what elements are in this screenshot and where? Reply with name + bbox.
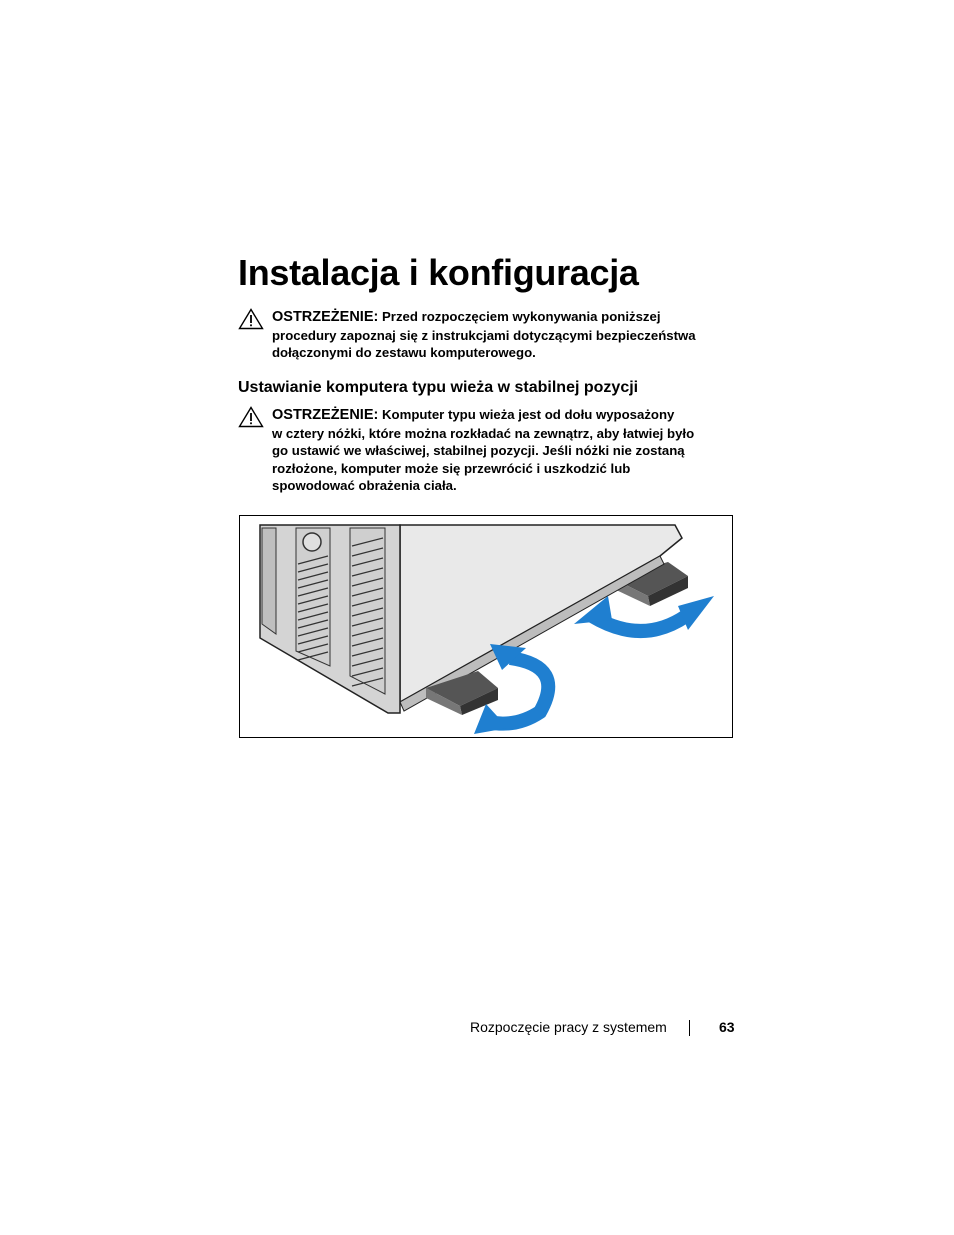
footer-section-title: Rozpoczęcie pracy z systemem xyxy=(470,1019,667,1035)
warning-label: OSTRZEŻENIE: xyxy=(272,407,379,423)
warning-line: spowodować obrażenia ciała. xyxy=(272,478,457,493)
warning-line: go ustawić we właściwej, stabilnej pozycji. Jeśli nóżki nie zostaną xyxy=(272,443,685,458)
warning-label: OSTRZEŻENIE: xyxy=(272,309,379,325)
warning-line: dołączonymi do zestawu komputerowego. xyxy=(272,345,536,360)
warning-text xyxy=(272,308,738,362)
warning-line: rozłożone, komputer może się przewrócić i uszkodzić lub xyxy=(272,460,631,476)
warning-triangle-icon xyxy=(238,406,264,428)
tower-computer-illustration xyxy=(240,516,733,738)
tower-feet-figure xyxy=(239,515,733,738)
page-number: 63 xyxy=(719,1019,735,1035)
warning-text xyxy=(272,406,738,495)
warning-line: w cztery nóżki, które można rozkładać na zewnątrz, aby łatwiej było xyxy=(272,425,695,441)
warning-line: Komputer typu wieża jest od dołu wyposażony xyxy=(382,407,675,422)
warning-line: Przed rozpoczęciem wykonywania poniższej xyxy=(382,309,661,324)
section-heading: Ustawianie komputera typu wieża w stabilnej pozycji xyxy=(238,379,639,396)
warning-line: procedury zapoznaj się z instrukcjami dotyczącymi bezpieczeństwa xyxy=(272,327,696,343)
footer-divider xyxy=(689,1020,690,1036)
warning-block-1 xyxy=(238,308,738,362)
tower-front-bezel xyxy=(260,525,400,713)
page-title: Instalacja i konfiguracja xyxy=(238,252,639,293)
warning-triangle-icon xyxy=(238,308,264,330)
warning-block-2 xyxy=(238,406,738,495)
